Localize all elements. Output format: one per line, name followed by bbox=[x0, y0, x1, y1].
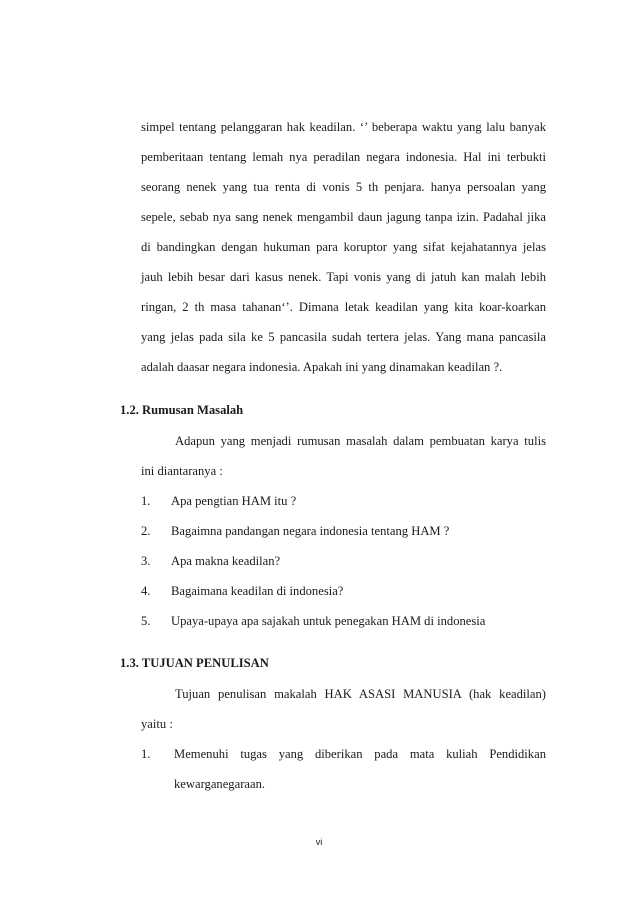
rumusan-item-1-number: 1. bbox=[141, 494, 151, 508]
intro-line-1: simpel tentang pelanggaran hak keadilan. ‘’ beberapa waktu yang lalu banyak bbox=[141, 120, 546, 134]
page-number: vi bbox=[315, 837, 323, 847]
tujuan-item-1-text-line-1: Memenuhi tugas yang diberikan pada mata kuliah Pendidikan bbox=[174, 747, 546, 761]
intro-line-2: pemberitaan tentang lemah nya peradilan negara indonesia. Hal ini terbukti bbox=[141, 150, 546, 164]
tujuan-item-1-text-line-2: kewarganegaraan. bbox=[174, 777, 266, 791]
rumusan-item-2-number: 2. bbox=[141, 524, 151, 538]
intro-line-9: adalah daasar negara indonesia. Apakah ini yang dinamakan keadilan ?. bbox=[141, 360, 503, 374]
rumusan-item-1-text: Apa pengtian HAM itu ? bbox=[171, 494, 297, 508]
tujuan-item-1-number: 1. bbox=[141, 747, 151, 761]
section-heading-tujuan-penulisan: 1.3. TUJUAN PENULISAN bbox=[120, 656, 269, 670]
intro-line-4: sepele, sebab nya sang nenek mengambil daun jagung tanpa izin. Padahal jika bbox=[141, 210, 546, 224]
intro-line-7: ringan, 2 th masa tahanan‘’. Dimana letak keadilan yang kita koar-koarkan bbox=[141, 300, 546, 314]
tujuan-lead-line-1: Tujuan penulisan makalah HAK ASASI MANUSIA (hak keadilan) bbox=[175, 687, 546, 701]
intro-line-5: di bandingkan dengan hukuman para koruptor yang sifat kejahatannya jelas bbox=[141, 240, 546, 254]
intro-line-3: seorang nenek yang tua renta di vonis 5 th penjara. hanya persoalan yang bbox=[141, 180, 546, 194]
rumusan-item-4-number: 4. bbox=[141, 584, 151, 598]
rumusan-item-4-text: Bagaimana keadilan di indonesia? bbox=[171, 584, 344, 598]
intro-line-8: yang jelas pada sila ke 5 pancasila sudah tertera jelas. Yang mana pancasila bbox=[141, 330, 546, 344]
rumusan-item-2-text: Bagaimna pandangan negara indonesia tentang HAM ? bbox=[171, 524, 450, 538]
rumusan-item-5-number: 5. bbox=[141, 614, 151, 628]
rumusan-item-5-text: Upaya-upaya apa sajakah untuk penegakan HAM di indonesia bbox=[171, 614, 486, 628]
section-heading-rumusan-masalah: 1.2. Rumusan Masalah bbox=[120, 403, 244, 417]
rumusan-lead-line-2: ini diantaranya : bbox=[141, 464, 223, 478]
rumusan-item-3-number: 3. bbox=[141, 554, 151, 568]
rumusan-item-3-text: Apa makna keadilan? bbox=[171, 554, 281, 568]
rumusan-lead-line-1: Adapun yang menjadi rumusan masalah dalam pembuatan karya tulis bbox=[175, 434, 546, 448]
intro-line-6: jauh lebih besar dari kasus nenek. Tapi vonis yang di jatuh kan malah lebih bbox=[141, 270, 546, 284]
tujuan-lead-line-2: yaitu : bbox=[141, 717, 173, 731]
